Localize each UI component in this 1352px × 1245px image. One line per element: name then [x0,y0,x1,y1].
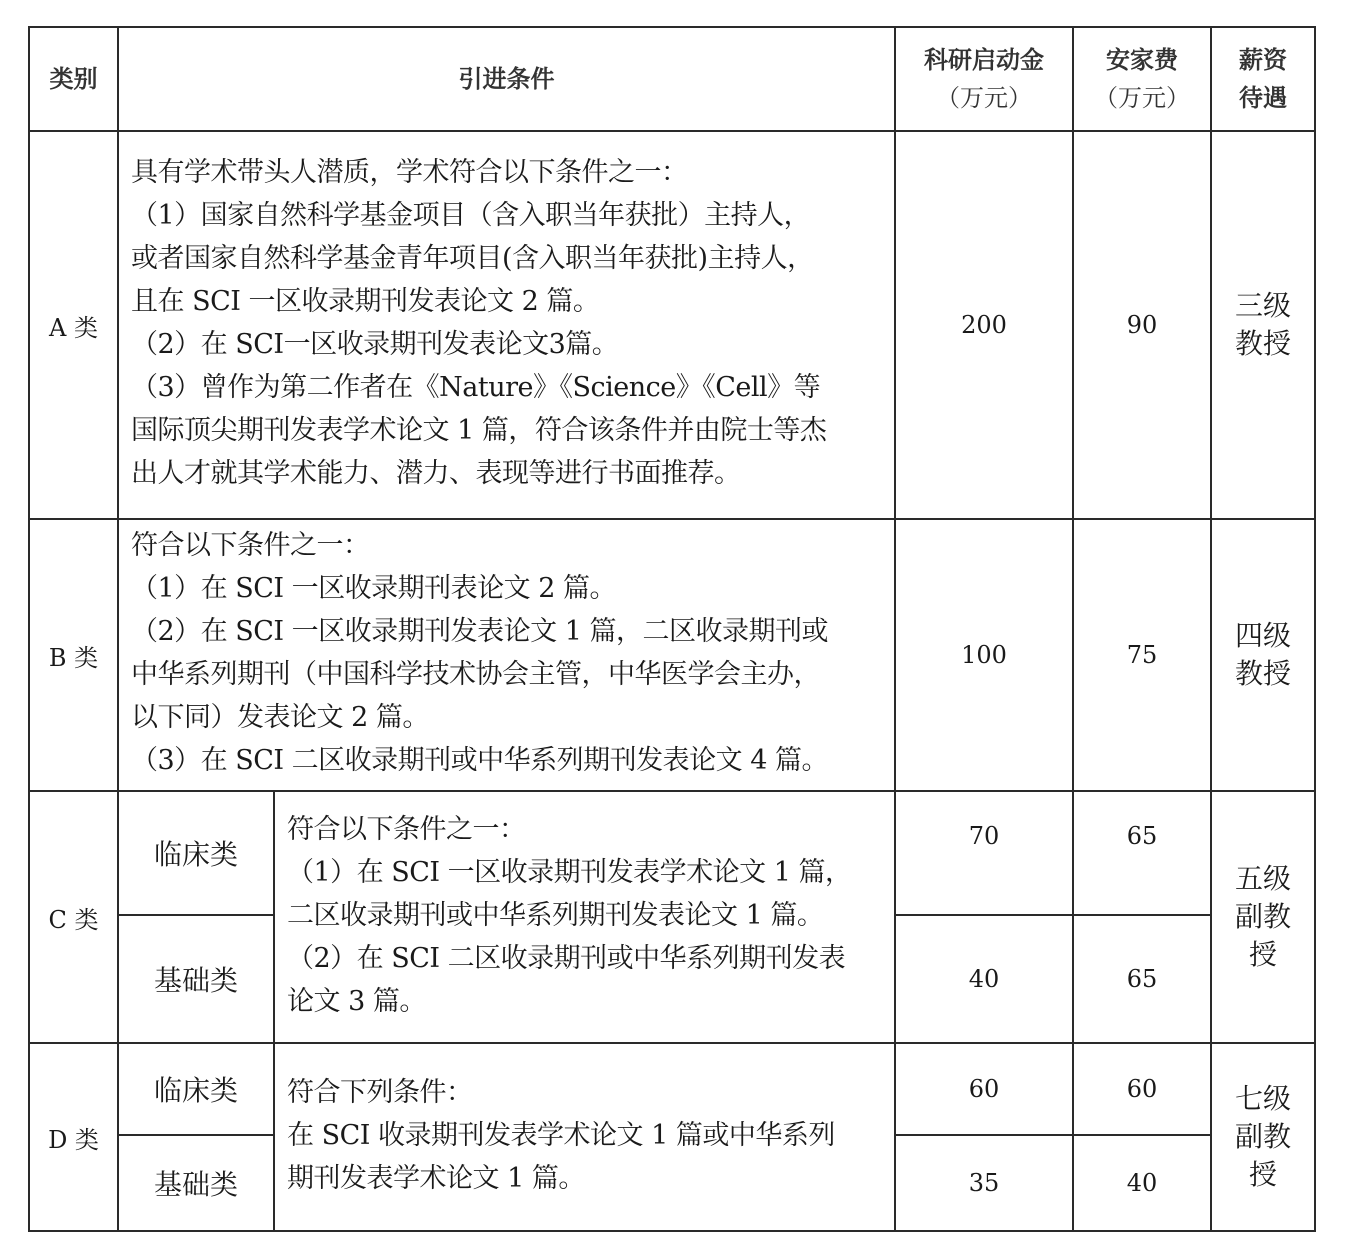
subcategory-d-basic: 基础类 [118,1135,274,1231]
salary-d-line: 七级 [1234,1082,1291,1115]
subcategory-c-clinical: 临床类 [118,791,274,915]
settle-fee-a: 90 [1073,131,1211,519]
conditions-a-line: （2）在 SCI一区收录期刊发表论文3篇。 [131,329,619,360]
research-fund-a: 200 [895,131,1073,519]
subcategory-c-basic: 基础类 [118,915,274,1043]
salary-a-line: 教授 [1234,327,1291,360]
header-research-fund [895,27,1073,131]
conditions-d [274,1043,895,1231]
talent-recruitment-table [28,26,1316,1232]
conditions-a-line: （1）国家自然科学基金项目（含入职当年获批）主持人， [131,200,811,231]
header-salary-line-1: 薪资 [1239,45,1287,74]
conditions-a-line: 且在 SCI 一区收录期刊发表论文 2 篇。 [131,286,600,317]
settle-fee-d-basic: 40 [1073,1135,1211,1231]
settle-fee-c-basic: 65 [1073,915,1211,1043]
conditions-a-line: 具有学术带头人潜质，学术符合以下条件之一： [131,157,688,188]
salary-d-line: 授 [1248,1158,1277,1191]
header-row [29,27,1315,131]
settle-fee-c-clinical: 65 [1073,791,1211,915]
conditions-a [118,131,895,519]
salary-c-line: 副教 [1234,900,1291,933]
subcategory-d-clinical: 临床类 [118,1043,274,1135]
conditions-d-line: 符合下列条件： [287,1076,473,1108]
salary-a [1211,131,1315,519]
research-fund-d-basic: 35 [895,1135,1073,1231]
salary-d [1211,1043,1315,1231]
research-fund-c-clinical: 70 [895,791,1073,915]
header-settle-fee-unit: （万元） [1094,84,1190,112]
category-a: A 类 [29,131,118,519]
conditions-b-line: 符合以下条件之一： [131,530,370,561]
salary-c-line: 五级 [1234,862,1291,895]
conditions-d-line: 在 SCI 收录期刊发表学术论文 1 篇或中华系列 [287,1119,835,1151]
salary-b-line: 四级 [1234,619,1291,652]
research-fund-b: 100 [895,519,1073,791]
header-category: 类别 [29,27,118,131]
research-fund-c-basic: 40 [895,915,1073,1043]
header-conditions: 引进条件 [118,27,895,131]
conditions-a-line: 或者国家自然科学基金青年项目(含入职当年获批)主持人， [131,243,814,274]
conditions-c-line: 二区收录期刊或中华系列期刊发表论文 1 篇。 [287,899,824,931]
row-a [29,131,1315,519]
conditions-d-line: 期刊发表学术论文 1 篇。 [287,1162,585,1194]
conditions-c-line: （1）在 SCI 一区收录期刊发表学术论文 1 篇， [287,856,852,888]
research-fund-d-clinical: 60 [895,1043,1073,1135]
conditions-c-line: 符合以下条件之一： [287,813,526,845]
row-d-clinical [29,1043,1315,1135]
salary-c [1211,791,1315,1043]
conditions-b-line: 以下同）发表论文 2 篇。 [131,702,429,733]
salary-b-line: 教授 [1234,657,1291,690]
row-b [29,519,1315,791]
conditions-b [118,519,895,791]
settle-fee-b: 75 [1073,519,1211,791]
conditions-b-line: （3）在 SCI 二区收录期刊或中华系列期刊发表论文 4 篇。 [131,745,829,776]
conditions-c-line: （2）在 SCI 二区收录期刊或中华系列期刊发表 [287,942,846,974]
salary-d-line: 副教 [1234,1120,1291,1153]
conditions-a-line: 国际顶尖期刊发表学术论文 1 篇，符合该条件并由院士等杰 [131,415,827,446]
settle-fee-d-clinical: 60 [1073,1043,1211,1135]
category-d: D 类 [29,1043,118,1231]
header-salary [1211,27,1315,131]
salary-b [1211,519,1315,791]
salary-c-line: 授 [1248,938,1277,971]
header-settle-fee-label: 安家费 [1106,45,1178,74]
salary-a-line: 三级 [1234,289,1291,322]
conditions-c-line: 论文 3 篇。 [287,985,426,1017]
conditions-a-line: 出人才就其学术能力、潜力、表现等进行书面推荐。 [131,458,741,489]
header-research-fund-label: 科研启动金 [924,45,1044,74]
header-salary-line-2: 待遇 [1239,83,1287,112]
row-c-clinical [29,791,1315,915]
header-settle-fee [1073,27,1211,131]
header-research-fund-unit: （万元） [936,84,1032,112]
conditions-b-line: （1）在 SCI 一区收录期刊表论文 2 篇。 [131,573,617,604]
conditions-a-line: （3）曾作为第二作者在《Nature》《Science》《Cell》等 [131,372,821,403]
conditions-c [274,791,895,1043]
conditions-b-line: 中华系列期刊（中国科学技术协会主管，中华医学会主办， [131,659,820,690]
conditions-b-line: （2）在 SCI 一区收录期刊发表论文 1 篇，二区收录期刊或 [131,616,829,647]
category-b: B 类 [29,519,118,791]
category-c: C 类 [29,791,118,1043]
